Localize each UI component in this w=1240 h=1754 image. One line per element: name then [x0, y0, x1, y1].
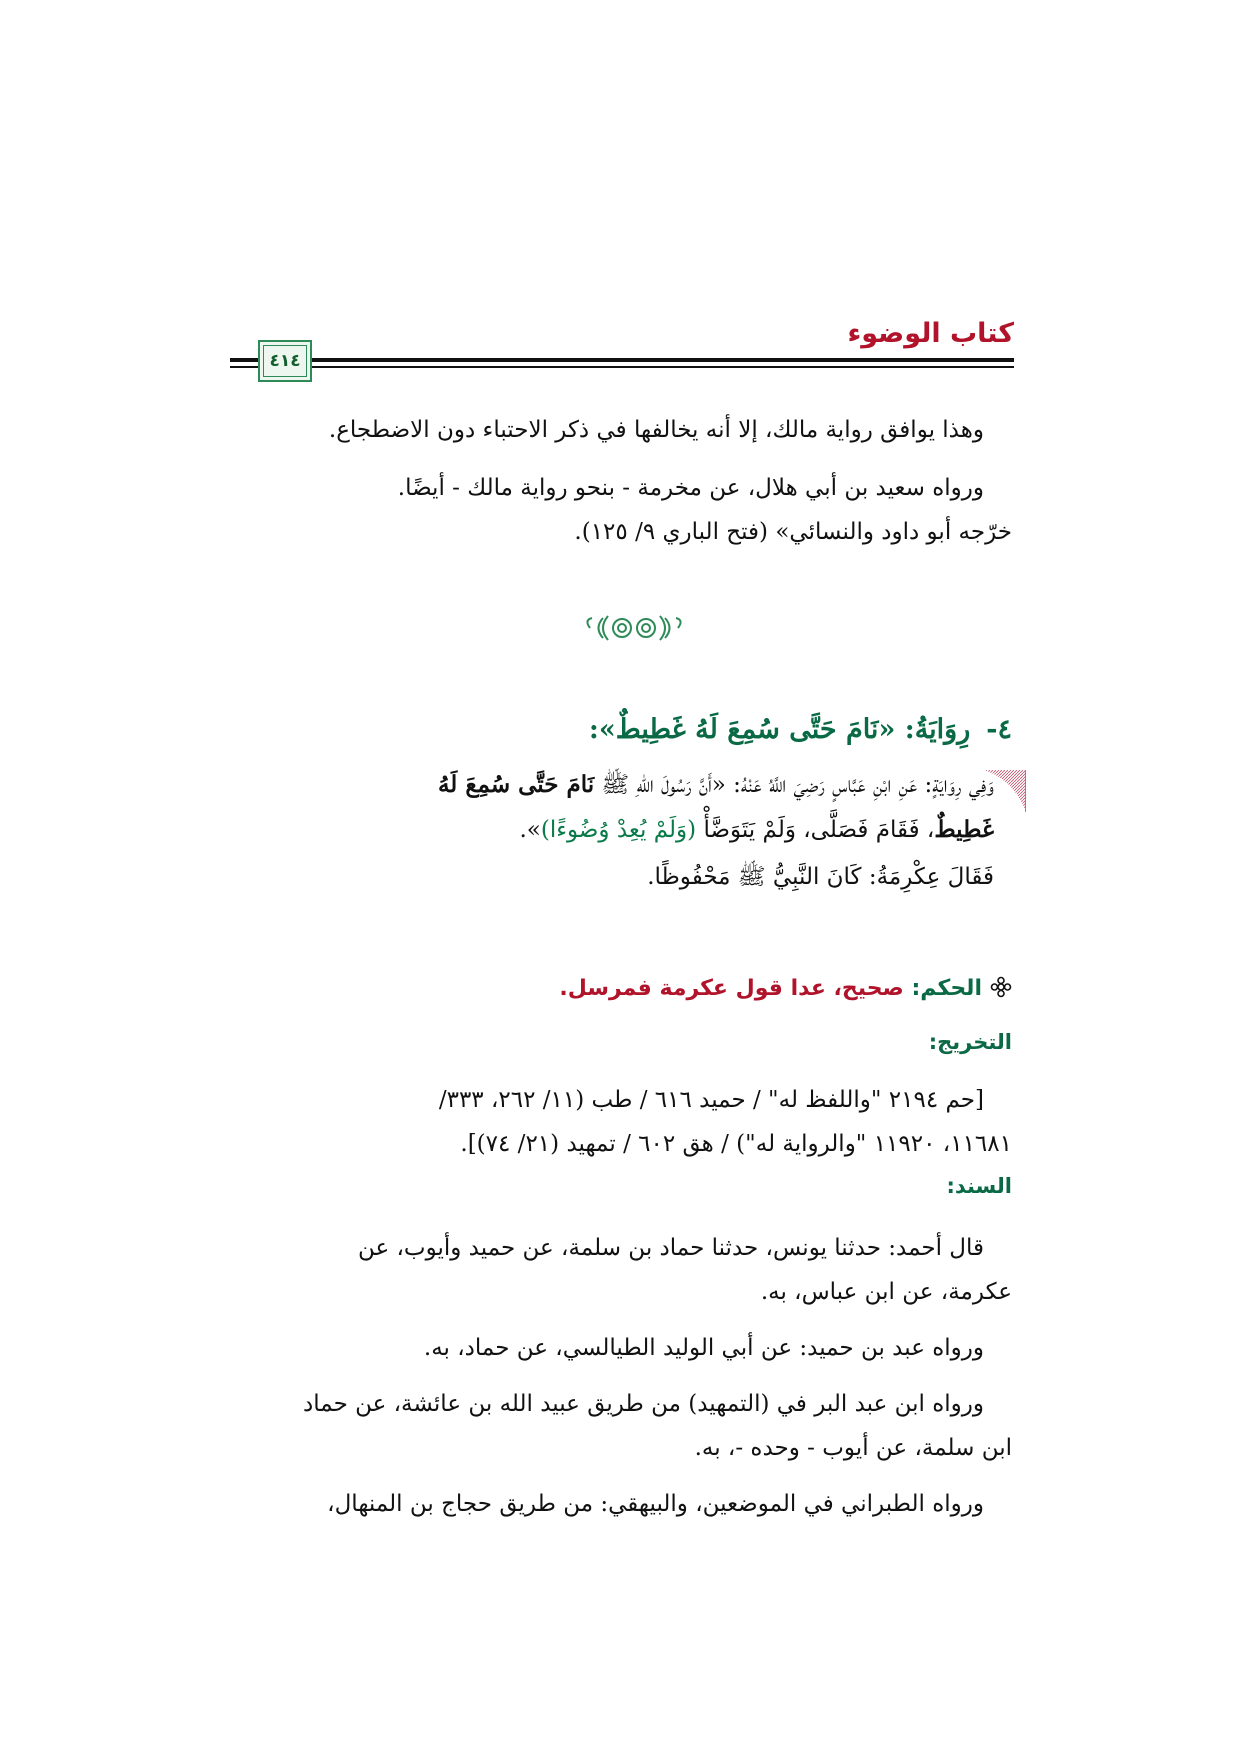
paragraph-2: ورواه سعيد بن أبي هلال، عن مخرمة - بنحو رواية مالك - أيضًا.: [397, 475, 984, 501]
header-rule-left: [230, 358, 260, 362]
takhrij-line-1: [حم ٢١٩٤ "واللفظ له" / حميد ٦١٦ / طب (١١/ ٢٦٢، ٣٣٣/: [438, 1087, 984, 1113]
section-heading: [589, 714, 1012, 745]
ruling: [559, 976, 1012, 1001]
header-rule-thick: [288, 358, 1014, 362]
page-number: ٤١٤: [269, 351, 301, 371]
section-title: رِوَايَةُ: «نَامَ حَتَّى سُمِعَ لَهُ غَطِيطٌ»:: [588, 714, 971, 745]
hadith-variant: (وَلَمْ يُعِدْ وُضُوءًا): [540, 817, 697, 843]
page-header: [236, 318, 1014, 388]
header-rule-thin: [288, 366, 1014, 368]
hadith-intro: وَفِي رِوَايَةٍ: عَنِ ابْنِ عَبَّاسٍ رَضِيَ اللَّهُ عَنْهُ: «أَنَّ رَسُولَ اللهِ ﷺ: [594, 772, 994, 798]
takhrij-heading: التخريج:: [928, 1030, 1012, 1054]
section-number: ٤-: [986, 714, 1012, 745]
sanad-line-2: عكرمة، عن ابن عباس، به.: [760, 1279, 1012, 1305]
sanad-line-1: قال أحمد: حدثنا يونس، حدثنا حماد بن سلمة، عن حميد وأيوب، عن: [357, 1235, 984, 1261]
flower-bullet-icon: [990, 976, 1012, 998]
sanad-line-5: ابن سلمة، عن أيوب - وحده -، به.: [694, 1435, 1012, 1461]
hadith-block: [212, 770, 1012, 942]
header-rule-left-thin: [230, 366, 260, 368]
ruling-value: صحيح، عدا قول عكرمة فمرسل.: [559, 976, 904, 1001]
sanad-heading: السند:: [946, 1174, 1012, 1198]
hadith-line-2: [519, 816, 994, 843]
hadith-line-1: [438, 770, 994, 804]
ornament-divider-icon: [570, 608, 700, 648]
hadith-matn-bold-2: غَطِيطٌ: [934, 816, 994, 843]
hadith-close: ».: [519, 817, 541, 843]
book-title: كتاب الوضوء: [847, 318, 1014, 349]
sanad-line-6: ورواه الطبراني في الموضعين، والبيهقي: من طريق حجاج بن المنهال،: [327, 1491, 984, 1517]
hadith-text: ، فَقَامَ فَصَلَّى، وَلَمْ يَتَوَضَّأْ: [696, 817, 935, 843]
ruling-label: الحكم:: [911, 976, 982, 1001]
sanad-line-3: ورواه عبد بن حميد: عن أبي الوليد الطيالسي، عن حماد، به.: [423, 1335, 984, 1361]
paragraph-1: وهذا يوافق رواية مالك، إلا أنه يخالفها في ذكر الاحتباء دون الاضطجاع.: [328, 417, 984, 443]
sanad-line-4: ورواه ابن عبد البر في (التمهيد) من طريق عبيد الله بن عائشة، عن حماد: [303, 1391, 984, 1417]
takhrij-line-2: ١١٦٨١، ١١٩٢٠ "والرواية له") / هق ٦٠٢ / تمهيد (٢١/ ٧٤)].: [460, 1131, 1012, 1157]
paragraph-3: خرّجه أبو داود والنسائي» (فتح الباري ٩/ ١٢٥).: [574, 519, 1012, 545]
hadith-line-3: فَقَالَ عِكْرِمَةُ: كَانَ النَّبِيُّ ﷺ مَحْفُوظًا.: [647, 864, 994, 890]
page-number-badge: [258, 340, 312, 382]
hadith-matn-bold: نَامَ حَتَّى سُمِعَ لَهُ: [437, 771, 595, 798]
